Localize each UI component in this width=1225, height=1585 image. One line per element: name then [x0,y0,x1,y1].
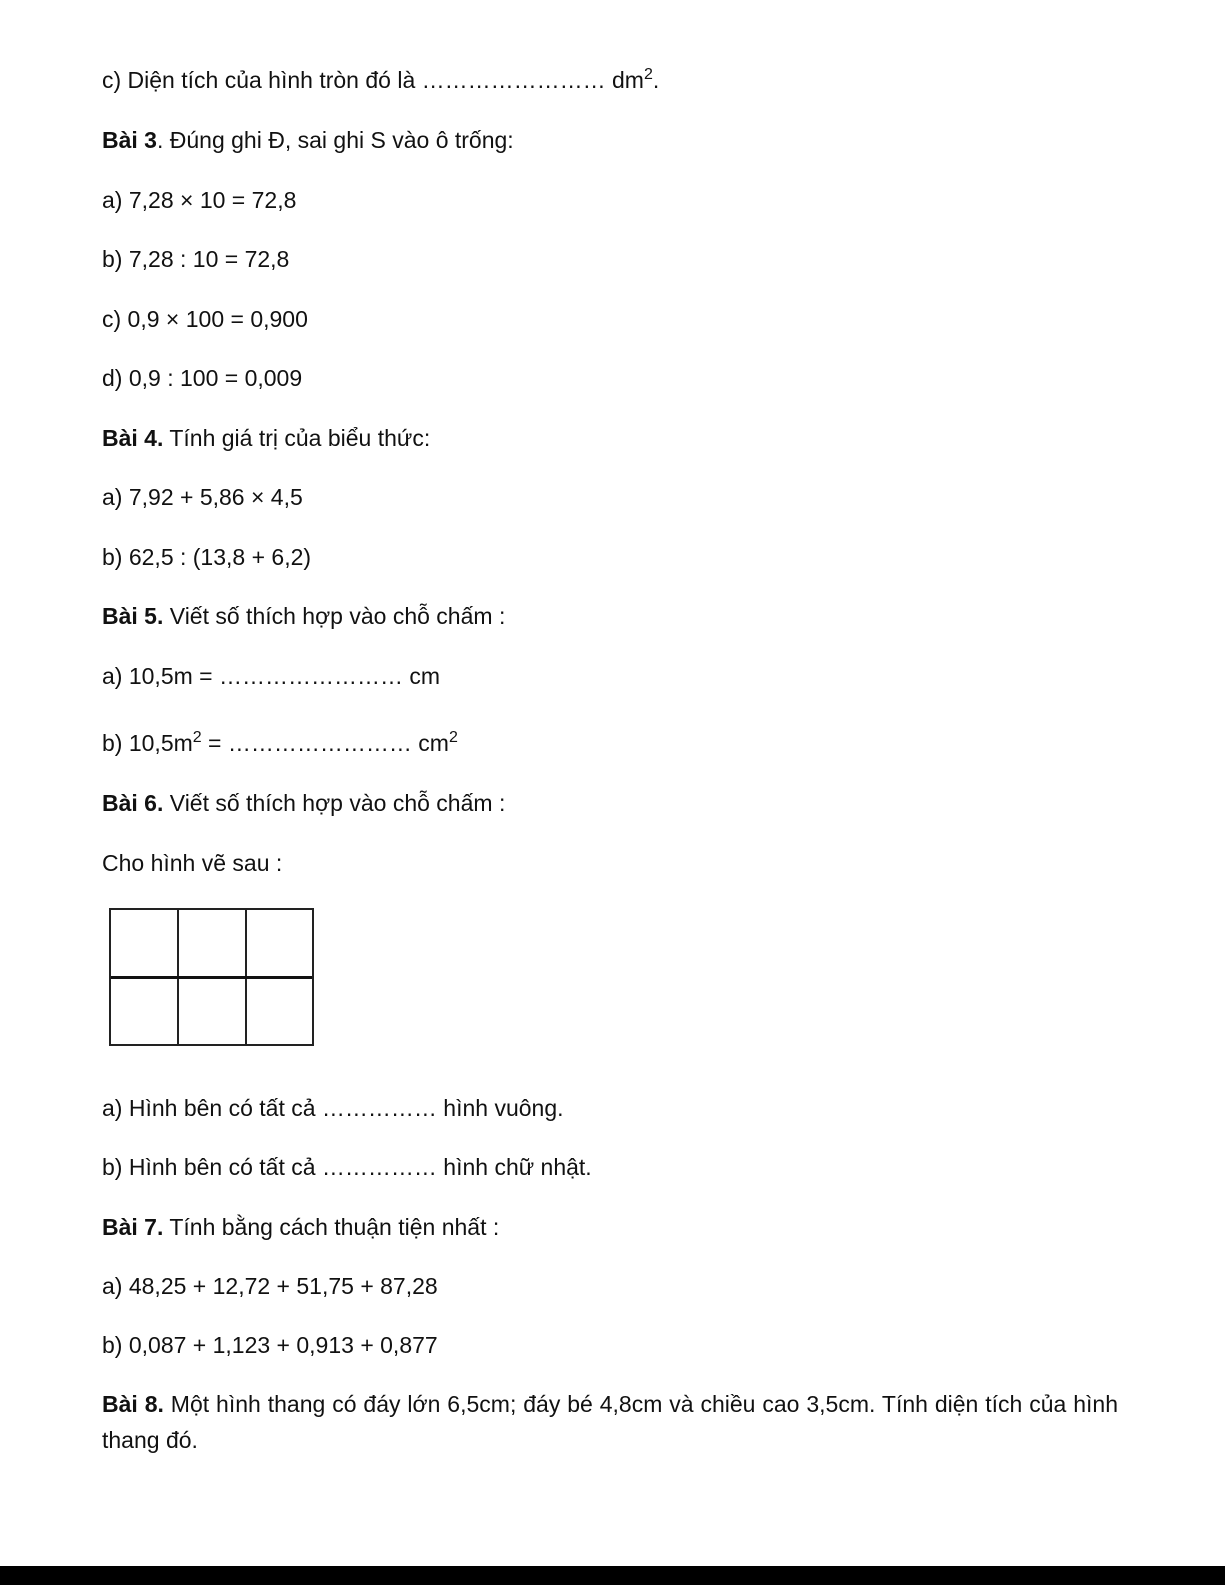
bai8-text: Một hình thang có đáy lớn 6,5cm; đáy bé 4,8cm và chiều cao 3,5cm. Tính diện tích của hình thang đó. [102,1391,1118,1453]
bai3-title: Bài 3 [102,127,157,153]
bai5-item-b [102,729,458,757]
bai3-instruction: . Đúng ghi Đ, sai ghi S vào ô trống: [156,127,514,153]
bai2-item-c-unit: dm [605,67,644,93]
bai7-item-b: b) 0,087 + 1,123 + 0,913 + 0,877 [102,1332,438,1358]
bai8-paragraph [102,1386,1118,1458]
bai5-item-a: a) 10,5m = …………………… cm [102,663,441,689]
grid-figure [109,908,314,1046]
bai5-item-b-mid: = …………………… cm [201,730,449,756]
bai7-heading [102,1213,499,1241]
bottom-border [0,1566,1225,1585]
bai5-title: Bài 5. [102,603,164,629]
bai7-item-a: a) 48,25 + 12,72 + 51,75 + 87,28 [102,1273,438,1299]
bai6-intro: Cho hình vẽ sau : [102,850,283,876]
bai4-item-a: a) 7,92 + 5,86 × 4,5 [102,484,303,510]
bai5-item-b-prefix: b) 10,5m [102,730,193,756]
bai2-item-c-end: . [652,67,660,93]
bai3-item-c: c) 0,9 × 100 = 0,900 [102,306,308,332]
bai6-title: Bài 6. [102,790,164,816]
bai3-item-d: d) 0,9 : 100 = 0,009 [102,365,303,391]
bai5-item-b-sup: 2 [192,729,202,746]
bai3-item-a: a) 7,28 × 10 = 72,8 [102,187,297,213]
bai2-item-c [102,66,659,94]
bai4-instruction: Tính giá trị của biểu thức: [163,425,431,451]
bai3-item-b: b) 7,28 : 10 = 72,8 [102,246,290,272]
bai7-instruction: Tính bằng cách thuận tiện nhất : [163,1214,500,1240]
bai7-title: Bài 7. [102,1214,164,1240]
bai4-item-b: b) 62,5 : (13,8 + 6,2) [102,544,312,570]
bai2-item-c-sup: 2 [643,66,653,83]
bai6-instruction: Viết số thích hợp vào chỗ chấm : [163,790,506,816]
bai6-heading [102,789,505,817]
bai8-title: Bài 8. [102,1391,164,1417]
bai5-instruction: Viết số thích hợp vào chỗ chấm : [163,603,506,629]
bai2-item-c-text: c) Diện tích của hình tròn đó là …………………… [102,67,606,93]
bai3-heading [102,126,514,154]
bai5-heading [102,602,505,630]
bai6-item-a: a) Hình bên có tất cả …………… hình vuông. [102,1095,564,1121]
bai4-heading [102,424,430,452]
bai6-item-b: b) Hình bên có tất cả …………… hình chữ nhật. [102,1154,592,1180]
grid-middle-line [111,976,312,979]
bai5-item-b-sup2: 2 [448,729,458,746]
bai4-title: Bài 4. [102,425,164,451]
